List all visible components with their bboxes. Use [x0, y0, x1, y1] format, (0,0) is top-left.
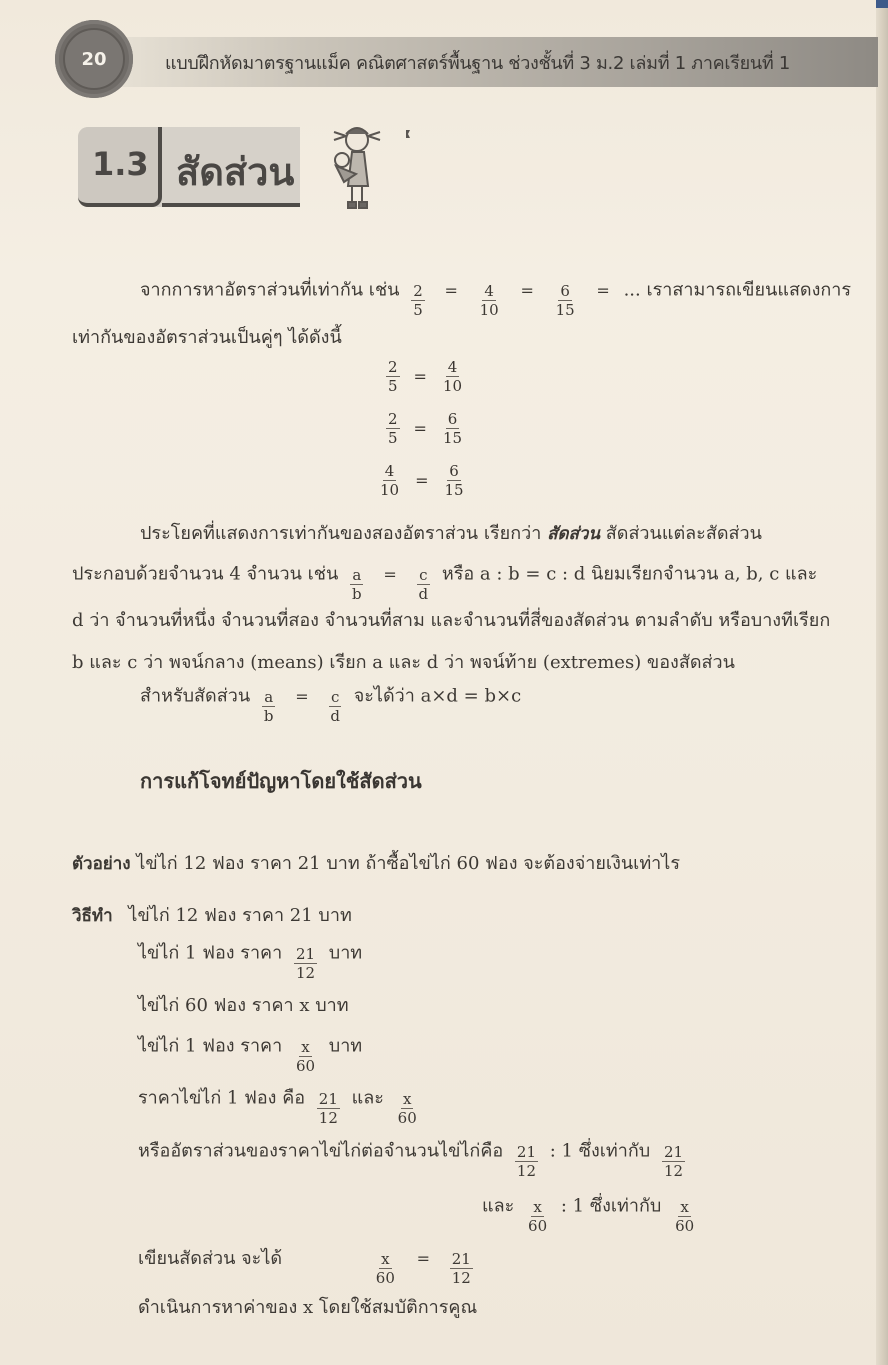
girl-mascot-icon — [312, 118, 422, 213]
solution-step-7: และ $\frac{x}{60}$ : 1 ซึ่งเท่ากับ $\frac{x}{60}$ — [482, 1195, 695, 1235]
solution-step-3: ไข่ไก่ 60 ฟอง ราคา x บาท — [138, 995, 349, 1016]
section-number: 1.3 — [92, 145, 149, 183]
solution-step-9: ดำเนินการหาค่าของ x โดยใช้สมบัติการคูณ — [138, 1297, 478, 1318]
definition-line-1: ประโยคที่แสดงการเท่ากันของสองอัตราส่วน เรียกว่า สัดส่วน สัดส่วนแต่ละสัดส่วน — [140, 523, 762, 544]
definition-line-5: สำหรับสัดส่วน $\frac{a}{b}$ = $\frac{c}{d}$ จะได้ว่า a×d = b×c — [140, 685, 522, 725]
solution-step-5: ราคาไข่ไก่ 1 ฟอง คือ $\frac{21}{12}$ และ $\frac{x}{60}$ — [138, 1087, 417, 1127]
solution-label: วิธีทำ — [72, 906, 113, 926]
section-title: สัดส่วน — [176, 150, 295, 194]
solution-step-4: ไข่ไก่ 1 ฟอง ราคา $\frac{x}{60}$ บาท — [138, 1035, 363, 1075]
page-number: 20 — [81, 48, 107, 70]
solution-step-8: เขียนสัดส่วน จะได้ $\frac{x}{60}$ = $\frac{21}{12}$ — [138, 1247, 471, 1287]
running-header-title: แบบฝึกหัดมาตรฐานแม็ค คณิตศาสตร์พื้นฐาน ช่วงชั้นที่ 3 ม.2 เล่มที่ 1 ภาคเรียนที่ 1 — [165, 53, 790, 74]
equation-pair-2: $\frac{2}{5}$ = $\frac{6}{15}$ — [388, 410, 463, 447]
equation-pair-1: $\frac{2}{5}$ = $\frac{4}{10}$ — [388, 358, 463, 395]
term-proportion: สัดส่วน — [547, 524, 601, 544]
definition-line-4: b และ c ว่า พจน์กลาง (means) เรียก a และ d ว่า พจน์ท้าย (extremes) ของสัดส่วน — [72, 652, 735, 673]
subheading: การแก้โจทย์ปัญหาโดยใช้สัดส่วน — [140, 769, 422, 793]
solution-step-6: หรืออัตราส่วนของราคาไข่ไก่ต่อจำนวนไข่ไก่คือ $\frac{21}{12}$ : 1 ซึ่งเท่ากับ $\frac{21}{12}$ — [138, 1140, 684, 1180]
example-label: ตัวอย่าง — [72, 854, 131, 874]
solution-step-2: ไข่ไก่ 1 ฟอง ราคา $\frac{21}{12}$ บาท — [138, 942, 363, 982]
example-question: ตัวอย่าง ไข่ไก่ 12 ฟอง ราคา 21 บาท ถ้าซื้อไข่ไก่ 60 ฟอง จะต้องจ่ายเงินเท่าไร — [72, 853, 681, 874]
definition-line-3: d ว่า จำนวนที่หนึ่ง จำนวนที่สอง จำนวนที่สาม และจำนวนที่สี่ของสัดส่วน ตามลำดับ หรือบางทีเรียก — [72, 610, 831, 631]
page-edge-accent — [876, 0, 888, 8]
intro-line-1: จากการหาอัตราส่วนที่เท่ากัน เช่น $\frac{2}{5}$ = $\frac{4}{10}$ = $\frac{6}{15}$ = ... เราสามารถเขียนแสดงการ — [140, 279, 852, 319]
section-title-box — [78, 127, 300, 207]
definition-line-2: ประกอบด้วยจำนวน 4 จำนวน เช่น $\frac{a}{b}$ = $\frac{c}{d}$ หรือ a : b = c : d นิยมเรียกจำนวน a, b, c และ — [72, 563, 818, 603]
equation-pair-3: $\frac{4}{10}$ = $\frac{6}{15}$ — [380, 462, 464, 499]
solution-step-1: วิธีทำ ไข่ไก่ 12 ฟอง ราคา 21 บาท — [72, 905, 352, 926]
page-number-badge — [55, 20, 133, 98]
page-edge — [876, 0, 888, 1365]
intro-line-2: เท่ากันของอัตราส่วนเป็นคู่ๆ ได้ดังนี้ — [72, 327, 342, 348]
